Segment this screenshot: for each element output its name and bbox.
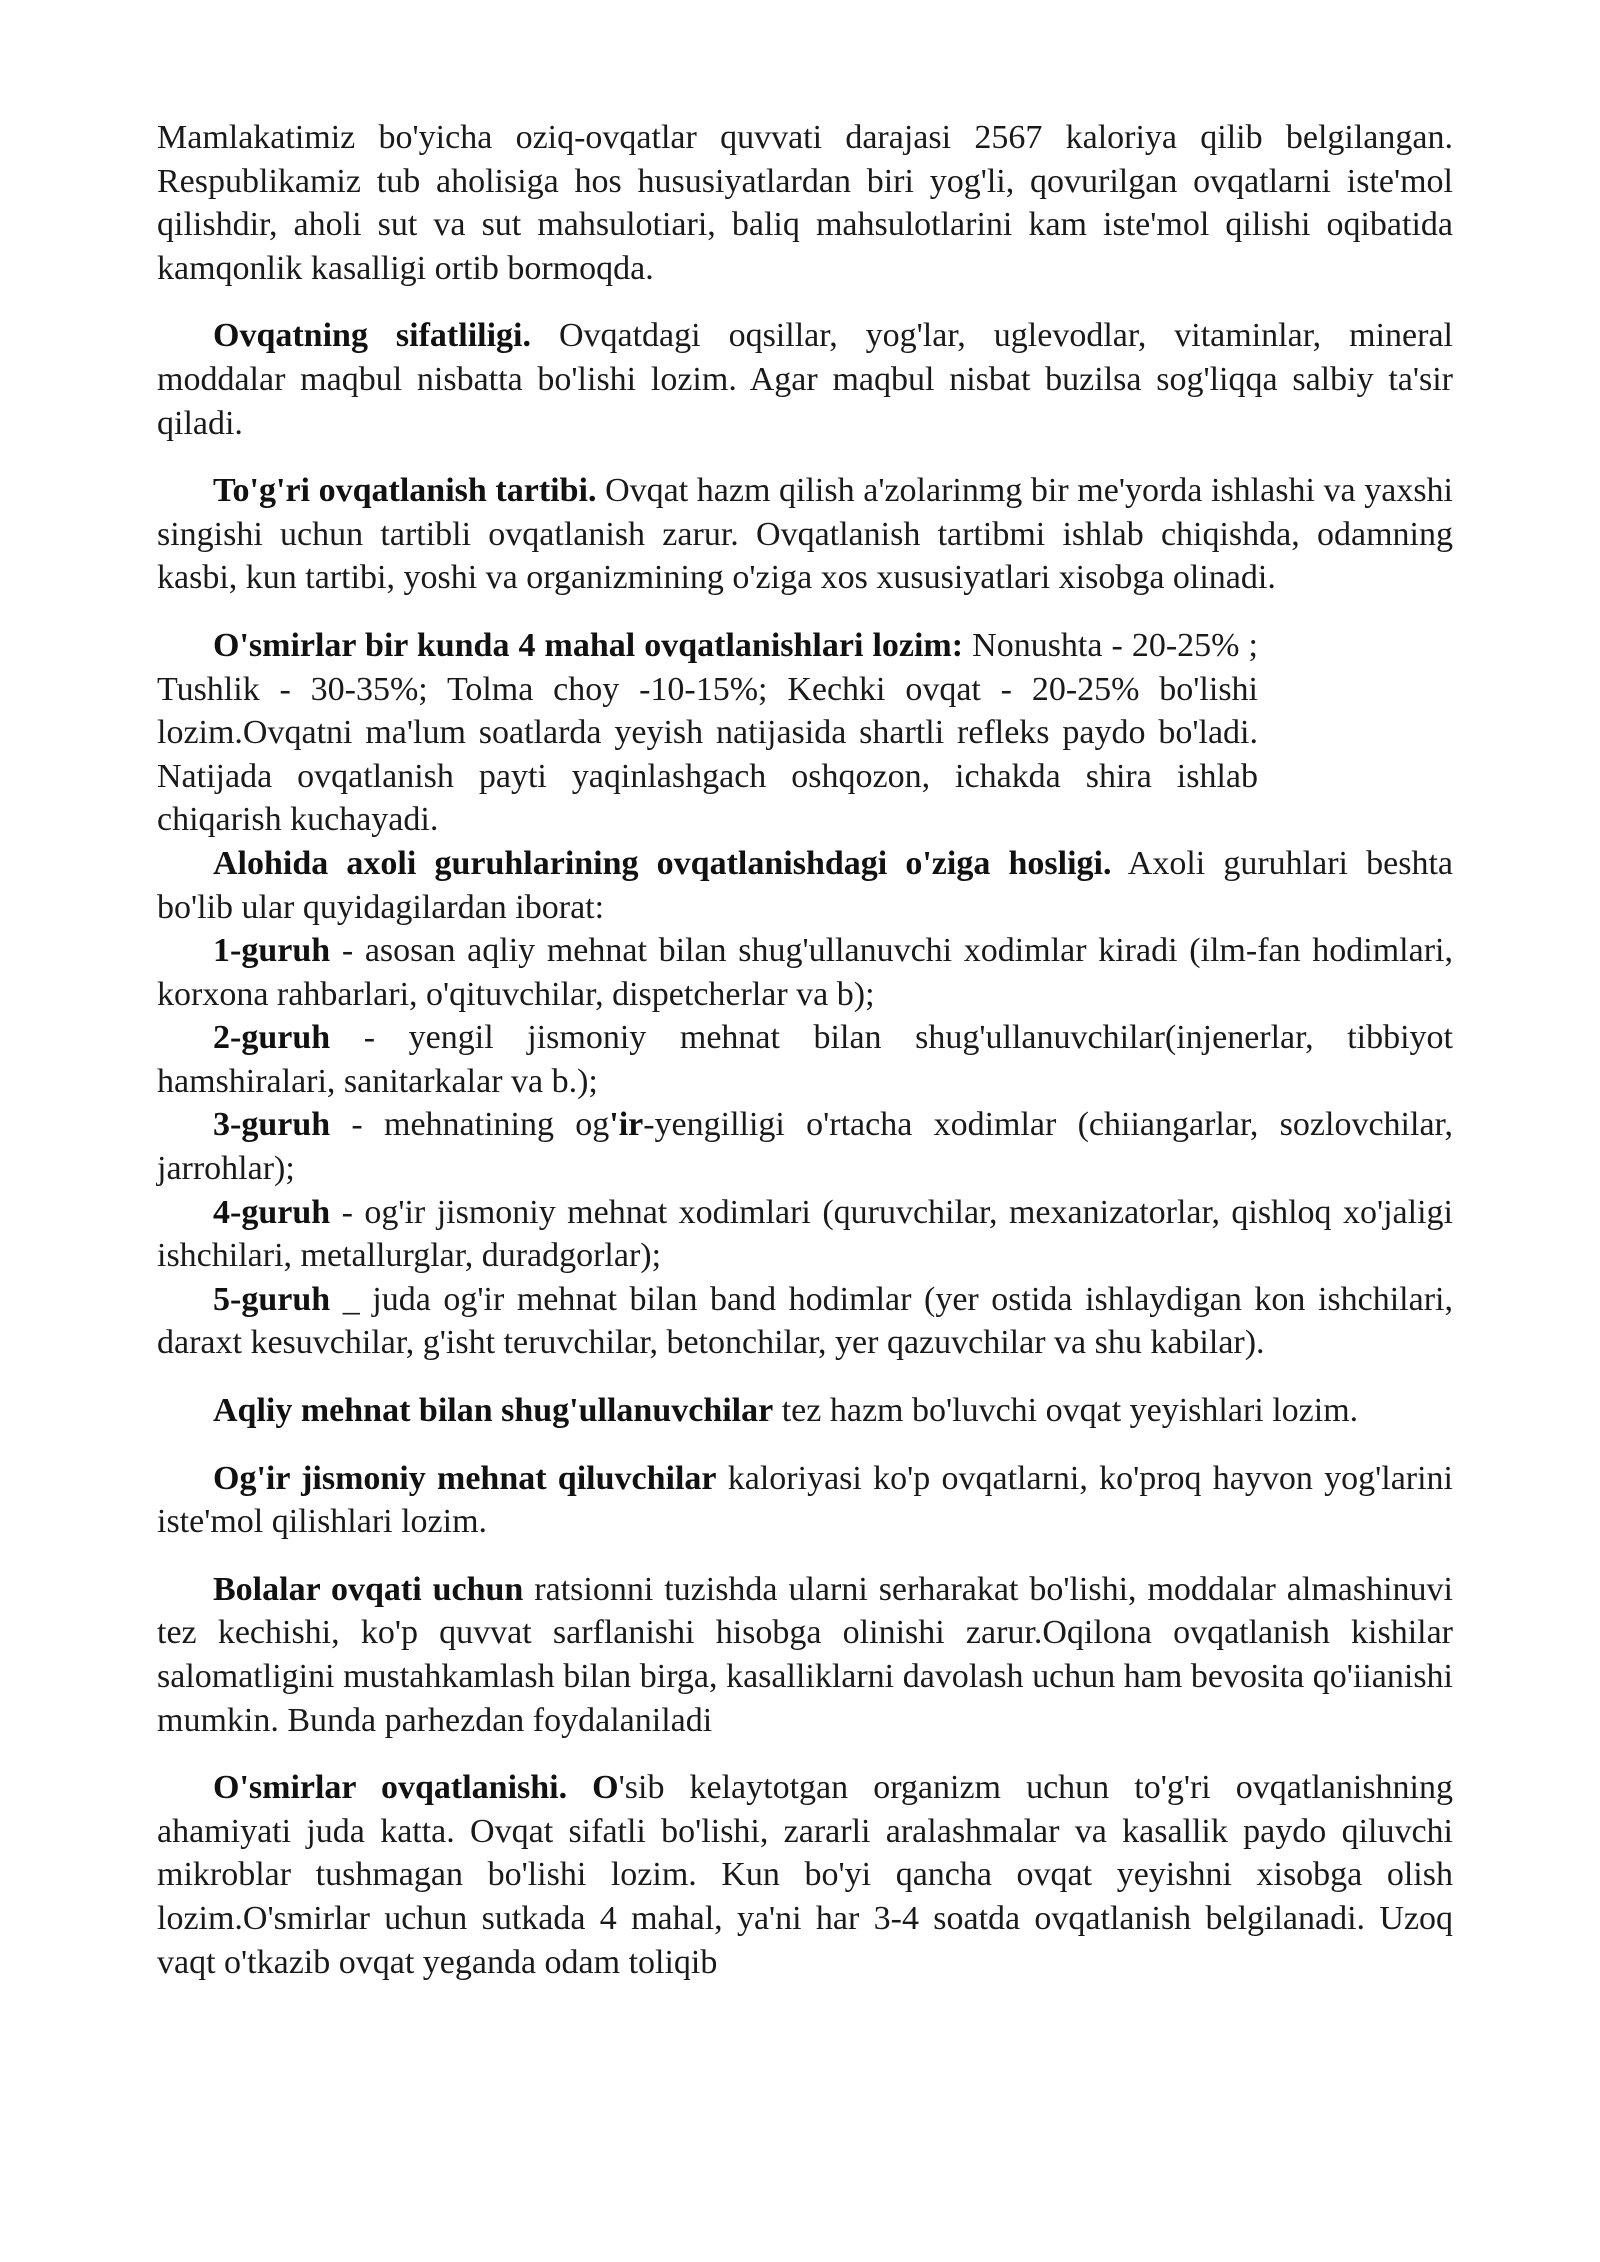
group-text: - og'ir jismoniy mehnat xodimlari (quruvchilar, mexanizatorlar, qishloq xo'jaligi ishchilari, metallurglar, duradgorlar); (157, 1193, 1453, 1275)
group-label: 2-guruh (213, 1019, 331, 1057)
paragraph-teen-meals (157, 624, 1258, 842)
paragraph-text: Axoli guruhlari beshta bo'lib ular quyidagilardan iborat: (157, 844, 1453, 926)
paragraph-text: Mamlakatimiz bo'yicha oziq-ovqatlar quvvati darajasi 2567 kaloriya qilib belgilangan. Respublikamiz tub aholisiga hos hususiyatlardan biri yog'li, qovurilgan ovqatlarni iste'mol qilishdir, aholi sut va sut mahsulotiari, baliq mahsulotlarini kam iste'mol qilishi oqibatida kamqonlik kasalligi ortib bormoqda. (157, 119, 1453, 287)
group-text: - mehnatining og (330, 1106, 610, 1144)
document-page (157, 116, 1453, 1984)
paragraph-text: 'sib kelaytotgan organizm uchun to'g'ri ovqatlanishning ahamiyati juda katta. Ovqat sifatli bo'lishi, zararli aralashmalar va kasallik paydo qiluvchi mikroblar tushmagan bo'lishi lozim. Kun bo'yi qancha ovqat yeyishni xisobga olish lozim.O'smirlar uchun sutkada 4 mahal, ya'ni har 3-4 soatda ovqatlanish belgilanadi. Uzoq vaqt o'tkazib ovqat yeganda odam toliqib (157, 1769, 1453, 1981)
paragraph-eating-regime (157, 469, 1453, 600)
group-label: 4-guruh (213, 1193, 331, 1231)
paragraph-text: kaloriyasi ko'p ovqatlarni, ko'proq hayvon yog'larini iste'mol qilishlari lozim. (157, 1459, 1453, 1541)
group-item-2 (157, 1016, 1453, 1103)
paragraph-text: tez hazm bo'luvchi ovqat yeyishlari lozim. (773, 1392, 1359, 1430)
group-text: - asosan aqliy mehnat bilan shug'ullanuvchi xodimlar kiradi (ilm-fan hodimlari, korxona rahbarlari, o'qituvchilar, dispetcherlar va b); (157, 932, 1453, 1013)
group-text-continued: -yengilligi o'rtacha xodimlar (chiiangarlar, sozlovchilar, jarrohlar); (157, 1106, 1453, 1188)
group-item-3 (157, 1103, 1453, 1190)
paragraph-calorie-level (157, 116, 1453, 290)
paragraph-heading: To'g'ri ovqatlanish tartibi. (213, 472, 597, 510)
group-label: 3-guruh (213, 1106, 331, 1144)
group-item-5 (157, 1278, 1453, 1365)
paragraph-heading: Aqliy mehnat bilan shug'ullanuvchilar (213, 1392, 774, 1430)
paragraph-heavy-workers (157, 1457, 1453, 1544)
paragraph-children-food (157, 1568, 1453, 1742)
group-item-1 (157, 929, 1453, 1016)
paragraph-text: Ovqatdagi oqsillar, yog'lar, uglevodlar, vitaminlar, mineral moddalar maqbul nisbatta bo'lishi lozim. Agar maqbul nisbat buzilsa sog'liqqa salbiy ta'sir qiladi. (157, 317, 1453, 442)
paragraph-heading: Alohida axoli guruhlarining ovqatlanishdagi o'ziga hosligi. (213, 844, 1112, 882)
paragraph-text: Ovqat hazm qilish a'zolarinmg bir me'yorda ishlashi va yaxshi singishi uchun tartibli ovqatlanish zarur. Ovqatlanish tartibmi ishlab chiqishda, odamning kasbi, kun tartibi, yoshi va organizmining o'ziga xos xususiyatlari xisobga olinadi. (157, 472, 1453, 597)
paragraph-teen-nutrition (157, 1766, 1453, 1984)
group-text: _ juda og'ir mehnat bilan band hodimlar (yer ostida ishlaydigan kon ishchilari, daraxt kesuvchilar, g'isht teruvchilar, betonchilar, yer qazuvchilar va shu kabilar). (157, 1280, 1453, 1362)
paragraph-mental-workers (157, 1389, 1453, 1433)
paragraph-heading: Ovqatning sifatliligi. (213, 317, 531, 355)
paragraph-food-quality (157, 314, 1453, 445)
paragraph-text: ratsionni tuzishda ularni serharakat bo'lishi, moddalar almashinuvi tez kechishi, ko'p quvvat sarflanishi hisobga olinishi zarur.Oqilona ovqatlanish kishilar salomatligini mustahkamlash bilan birga, kasalliklarni davolash uchun ham bevosita qo'iianishi mumkin. Bunda parhezdan foydalaniladi (157, 1570, 1454, 1739)
group-label: 1-guruh (213, 932, 331, 970)
paragraph-heading: O'smirlar bir kunda 4 mahal ovqatlanishlari lozim: (213, 626, 964, 664)
paragraph-heading: O'smirlar ovqatlanishi. O (213, 1769, 619, 1807)
paragraph-heading: Bolalar ovqati uchun (213, 1570, 524, 1608)
paragraph-text: Nonushta - 20-25% ; Tushlik - 30-35%; Tolma choy -10-15%; Kechki ovqat - 20-25% bo'lishi lozim.Ovqatni ma'lum soatlarda yeyish natijasida shartli refleks paydo bo'ladi. Natijada ovqatlanish payti yaqinlashgach oshqozon, ichakda shira ishlab chiqarish kuchayadi. (157, 626, 1258, 839)
paragraph-heading: Og'ir jismoniy mehnat qiluvchilar (213, 1459, 717, 1497)
group-item-4 (157, 1191, 1453, 1278)
group-text: - yengil jismoniy mehnat bilan shug'ullanuvchilar(injenerlar, tibbiyot hamshiralari, sanitarkalar va b.); (157, 1019, 1453, 1100)
group-label: 5-guruh (213, 1280, 331, 1318)
paragraph-population-groups (157, 842, 1453, 929)
group-label-fragment: 'ir (609, 1106, 644, 1144)
